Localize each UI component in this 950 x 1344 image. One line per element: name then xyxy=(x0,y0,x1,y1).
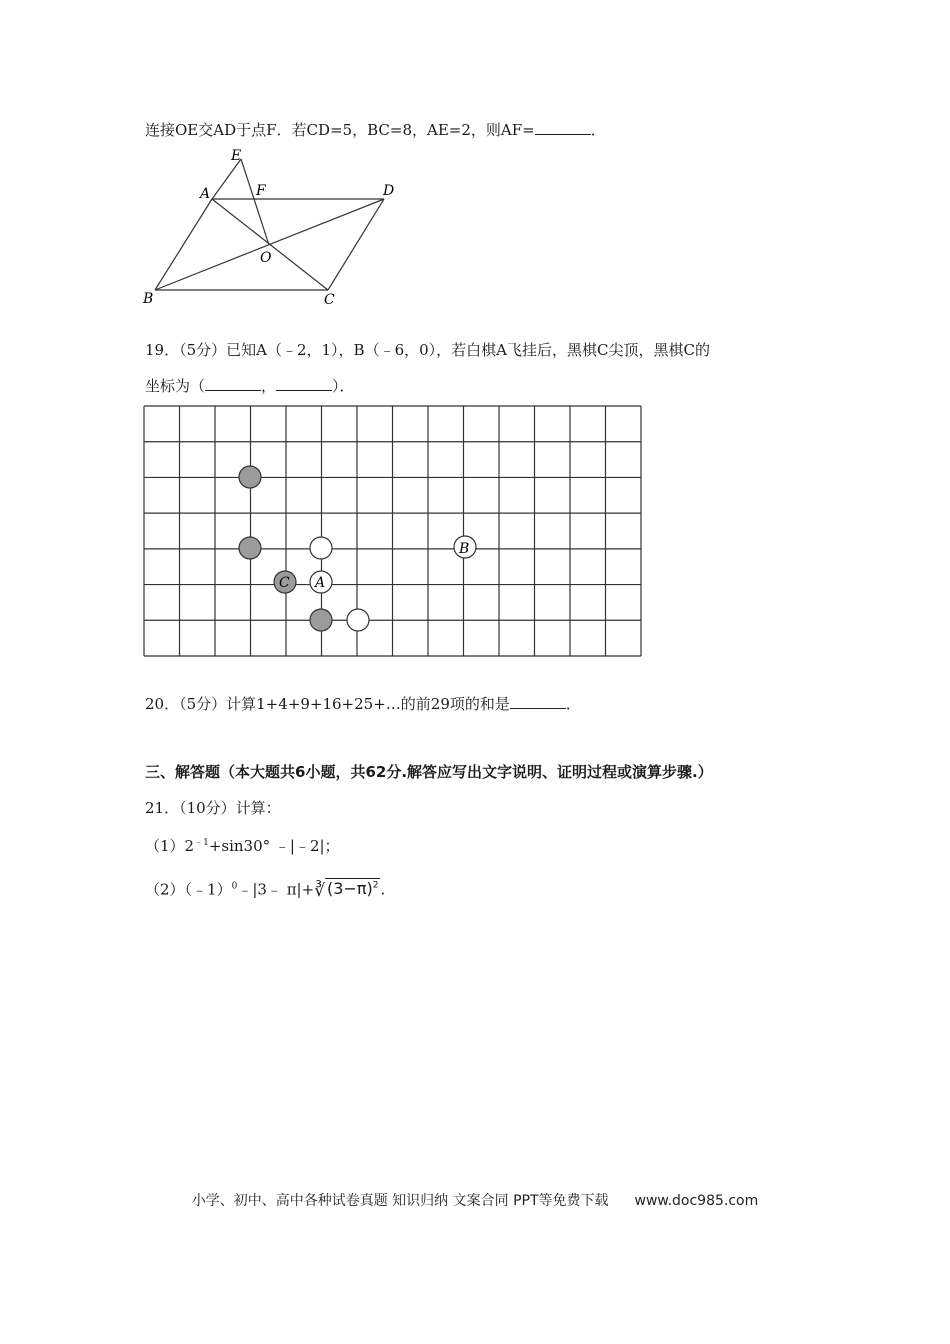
white-stone xyxy=(347,609,369,631)
q21-p2-radicand xyxy=(325,878,380,898)
q18-statement: 连接OE交AD于点F．若CD=5，BC=8，AE=2，则AF= xyxy=(145,121,535,139)
cube-root-icon: ∛ xyxy=(314,881,326,902)
go-board-figure xyxy=(143,405,643,659)
section3-title: 三、解答题（本大题共6小题，共62分.解答应写出文字说明、证明过程或演算步骤.） xyxy=(145,763,713,781)
q21-p1-prefix: （1）2 xyxy=(145,837,195,855)
segment-ae xyxy=(212,159,241,199)
stone-label-a: A xyxy=(315,575,326,591)
q19-line1: 19．（5分）已知A（﹣2，1），B（﹣6，0），若白棋A飞挂后，黑棋C尖顶，黑棋C的 xyxy=(145,341,710,359)
q21-p1-exponent: ﹣1 xyxy=(194,838,209,848)
q19-line2 xyxy=(145,376,355,396)
q21-header: 21．（10分）计算： xyxy=(145,799,281,817)
q21-part2 xyxy=(145,876,386,902)
diagonal-bd xyxy=(155,199,384,290)
segment-ab xyxy=(155,199,212,290)
q20-statement: 20．（5分）计算1+4+9+16+25+…的前29项的和是 xyxy=(145,695,510,713)
board-grid xyxy=(144,406,641,656)
page-footer xyxy=(0,1190,950,1210)
q19-blank-y xyxy=(276,376,332,391)
label-f: F xyxy=(256,183,266,199)
white-stone xyxy=(310,537,332,559)
label-c: C xyxy=(324,292,335,308)
q19-sep: ， xyxy=(261,377,277,395)
q18-period: ． xyxy=(590,121,606,139)
q19-prefix: 坐标为（ xyxy=(145,377,206,395)
q21-p2-prefix: （2）（﹣1） xyxy=(145,880,232,899)
q21-p2-end: . xyxy=(380,880,386,899)
radicand-exponent: 2 xyxy=(372,881,379,891)
q20-text xyxy=(145,694,581,714)
label-e: E xyxy=(231,148,242,164)
parallelogram-figure xyxy=(140,145,400,310)
stone-label-c: C xyxy=(279,575,290,591)
black-stone xyxy=(239,537,261,559)
footer-text: 小学、初中、高中各种试卷真题 知识归纳 文案合同 PPT等免费下载 xyxy=(191,1193,609,1209)
q21-p1-rest: +sin30° ﹣|﹣2|； xyxy=(208,837,340,855)
q21-p2-exponent: 0 xyxy=(231,881,238,892)
black-stone xyxy=(239,466,261,488)
q21-p2-mid: ﹣|3﹣ π|+ xyxy=(237,880,315,899)
label-d: D xyxy=(383,183,395,199)
label-o: O xyxy=(260,250,272,266)
q21-part1 xyxy=(145,833,340,856)
black-stone xyxy=(310,609,332,631)
q18-answer-blank xyxy=(535,120,591,135)
q19-end: ）． xyxy=(332,377,355,395)
segment-dc xyxy=(328,199,384,290)
label-b: B xyxy=(143,291,154,307)
q18-text xyxy=(145,120,606,140)
q19-blank-x xyxy=(205,376,261,391)
q20-period: ． xyxy=(565,695,581,713)
footer-url[interactable]: www.doc985.com xyxy=(634,1193,759,1209)
stone-label-b: B xyxy=(459,541,470,557)
q20-answer-blank xyxy=(510,694,566,709)
label-a: A xyxy=(200,186,211,202)
radicand-expression: (3−π) xyxy=(327,879,373,899)
